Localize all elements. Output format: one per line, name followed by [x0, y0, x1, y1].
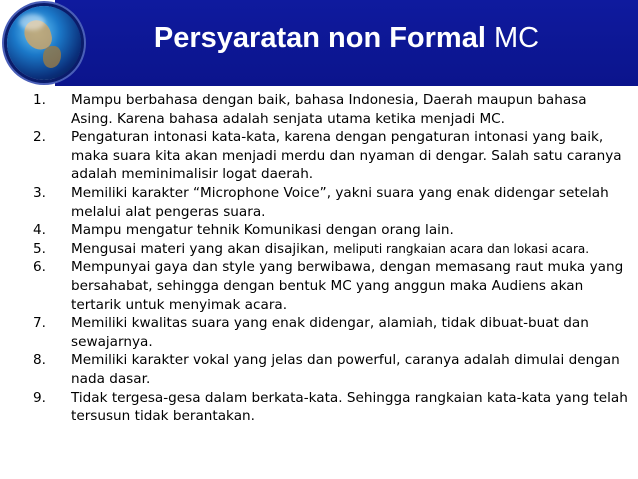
list-item-text: Pengaturan intonasi kata-kata, karena dengan pengaturan intonasi yang baik, maka suara kita akan menjadi merdu dan nyaman di dengar. Salah satu caranya adalah meminimalisir logat daerah.	[71, 129, 622, 183]
list-item	[0, 389, 638, 426]
list-item	[0, 91, 638, 128]
list-item-number: 2.	[33, 129, 46, 146]
list-item	[0, 240, 638, 259]
list-item-number: 3.	[33, 184, 46, 201]
list-item-number: 6.	[33, 259, 46, 276]
title-bar	[0, 0, 638, 86]
list-item-text: Tidak tergesa-gesa dalam berkata-kata. Sehingga rangkaian kata-kata yang telah tersusun tidak berantakan.	[71, 389, 628, 425]
list-item-text: Mempunyai gaya dan style yang berwibawa, dengan memasang raut muka yang bersahabat, sehingga dengan bentuk MC yang anggun maka Audiens akan tertarik untuk menyimak acara.	[71, 259, 624, 313]
list-item-number: 9.	[33, 389, 46, 406]
list-item	[0, 314, 638, 351]
list-item-number: 1.	[33, 92, 46, 108]
list-item	[0, 258, 638, 314]
list-item	[0, 221, 638, 240]
slide-title-bold: Persyaratan non Formal	[153, 22, 486, 54]
list-item	[0, 351, 638, 388]
slide-title	[55, 22, 638, 55]
list-item-text: Mampu berbahasa dengan baik, bahasa Indonesia, Daerah maupun bahasa Asing. Karena bahasa adalah senjata utama ketika menjadi MC.	[71, 92, 587, 127]
list-item-number: 8.	[33, 352, 46, 369]
list-item-text: Memiliki karakter vokal yang jelas dan powerful, caranya adalah dimulai dengan nada dasar.	[71, 352, 620, 387]
list-item	[0, 128, 638, 184]
list-item	[0, 184, 638, 221]
requirements-list	[0, 91, 638, 426]
list-item-number: 4.	[33, 222, 46, 239]
list-item-number: 7.	[33, 315, 46, 332]
list-item-text: Mengusai materi yang akan disajikan,	[71, 240, 329, 257]
slide-title-normal: MC	[493, 22, 540, 54]
list-item-small-text: meliputi rangkaian acara dan lokasi acara.	[333, 241, 590, 256]
list-item-text: Memiliki kwalitas suara yang enak didengar, alamiah, tidak dibuat-buat dan sewajarnya.	[71, 315, 589, 350]
list-item-number: 5.	[33, 240, 46, 257]
list-item-text: Memiliki karakter “Microphone Voice”, yakni suara yang enak didengar setelah melalui alat pengeras suara.	[71, 184, 609, 220]
list-item-text: Mampu mengatur tehnik Komunikasi dengan orang lain.	[71, 222, 454, 239]
